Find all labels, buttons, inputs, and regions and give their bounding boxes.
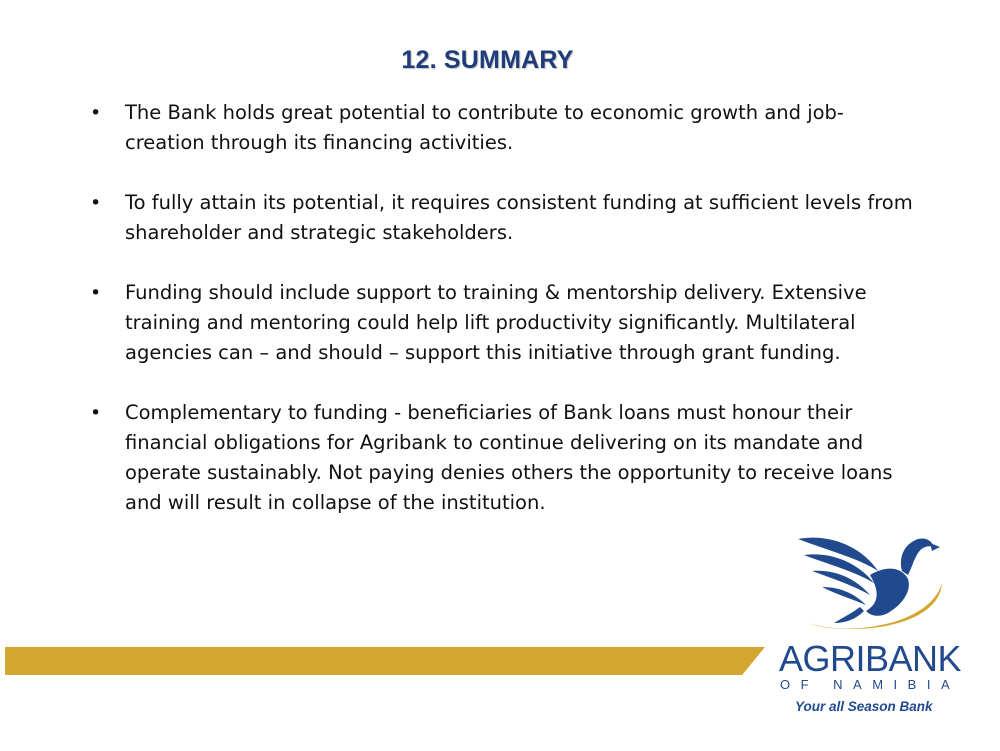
- bullet-text: The Bank holds great potential to contribute to economic growth and job-creation through its financing activities.: [125, 101, 844, 154]
- bullet-list: [90, 98, 920, 548]
- brand-tagline: Your all Season Bank: [795, 699, 933, 714]
- bullet-item: [90, 98, 920, 158]
- brand-name: AGRIBANK: [779, 638, 962, 679]
- bullet-item: [90, 398, 920, 518]
- bullet-marker: •: [90, 402, 102, 424]
- agribank-logo: [770, 525, 970, 725]
- bullet-text: To fully attain its potential, it requires consistent funding at sufficient levels from shareholder and strategic stakeholders.: [125, 191, 913, 244]
- bullet-text: Funding should include support to training & mentorship delivery. Extensive training and mentoring could help lift productivity significantly. Multilateral agencies can – and should – support this initiative through grant funding.: [125, 281, 867, 364]
- brand-subtitle: OF NAMIBIA: [780, 677, 961, 692]
- bullet-marker: •: [90, 192, 102, 214]
- bullet-text: Complementary to funding - beneficiaries of Bank loans must honour their financial obligations for Agribank to continue delivering on its mandate and operate sustainably. Not paying denies others the opportunity to receive loans and will result in collapse of the institution.: [125, 401, 893, 514]
- slide-title: 12. SUMMARY: [401, 46, 574, 74]
- bullet-marker: •: [90, 282, 102, 304]
- gold-footer-band: [5, 647, 765, 675]
- eagle-icon: [790, 525, 950, 635]
- bullet-item: [90, 188, 920, 248]
- bullet-item: [90, 278, 920, 368]
- bullet-marker: •: [90, 102, 102, 124]
